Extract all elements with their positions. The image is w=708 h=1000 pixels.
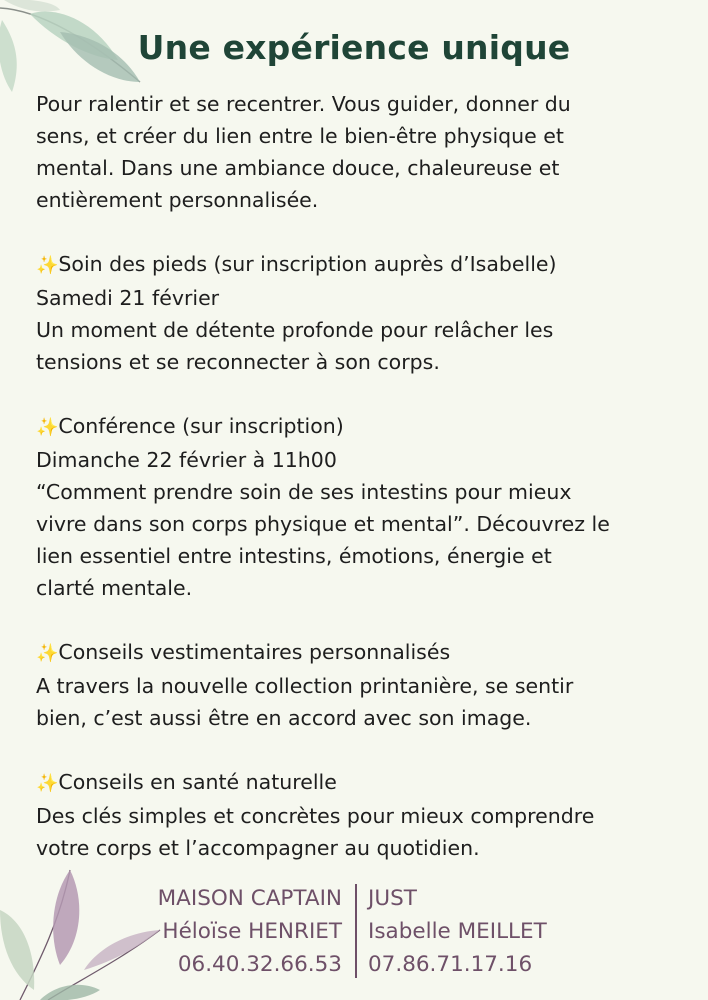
- section-line: tensions et se reconnecter à son corps.: [36, 350, 440, 374]
- intro-paragraph: [36, 88, 686, 216]
- section-line: Un moment de détente profonde pour relâcher les: [36, 318, 554, 342]
- intro-line: entièrement personnalisée.: [36, 188, 319, 212]
- section-line: Samedi 21 février: [36, 286, 220, 310]
- section-foot-care: [36, 248, 686, 378]
- section-line: “Comment prendre soin de ses intestins pour mieux: [36, 480, 572, 504]
- contact-name: Isabelle MEILLET: [368, 919, 547, 944]
- contact-name: Héloïse HENRIET: [162, 919, 342, 944]
- sparkles-icon: ✨: [36, 255, 59, 276]
- main-content: [36, 88, 686, 896]
- section-line: vivre dans son corps physique et mental”. Découvrez le: [36, 512, 610, 536]
- section-heading: Conférence (sur inscription): [58, 414, 344, 438]
- section-line: votre corps et l’accompagner au quotidien.: [36, 836, 480, 860]
- section-heading: Soin des pieds (sur inscription auprès d’Isabelle): [58, 252, 557, 276]
- section-line: lien essentiel entre intestins, émotions, énergie et: [36, 544, 552, 568]
- section-conference: [36, 410, 686, 604]
- section-line: clarté mentale.: [36, 576, 193, 600]
- contact-footer: [0, 880, 708, 980]
- section-clothing-advice: [36, 636, 686, 734]
- section-line: A travers la nouvelle collection printanière, se sentir: [36, 674, 574, 698]
- section-heading: Conseils vestimentaires personnalisés: [58, 640, 451, 664]
- sparkles-icon: ✨: [36, 643, 59, 664]
- sparkles-icon: ✨: [36, 417, 59, 438]
- intro-line: sens, et créer du lien entre le bien-être physique et: [36, 124, 564, 148]
- section-natural-health: [36, 766, 686, 864]
- sparkles-icon: ✨: [36, 773, 59, 794]
- section-line: bien, c’est aussi être en accord avec son image.: [36, 706, 532, 730]
- section-line: Des clés simples et concrètes pour mieux comprendre: [36, 804, 595, 828]
- intro-line: mental. Dans une ambiance douce, chaleureuse et: [36, 156, 560, 180]
- section-heading: Conseils en santé naturelle: [58, 770, 337, 794]
- company-name: JUST: [368, 886, 417, 911]
- contact-right: [368, 882, 547, 981]
- intro-line: Pour ralentir et se recentrer. Vous guider, donner du: [36, 92, 571, 116]
- phone-number: 07.86.71.17.16: [368, 952, 533, 977]
- page-title: Une expérience unique: [137, 28, 571, 67]
- contact-left: [158, 882, 342, 981]
- company-name: MAISON CAPTAIN: [157, 886, 342, 911]
- footer-divider: [355, 884, 357, 978]
- section-line: Dimanche 22 février à 11h00: [36, 448, 337, 472]
- phone-number: 06.40.32.66.53: [177, 952, 342, 977]
